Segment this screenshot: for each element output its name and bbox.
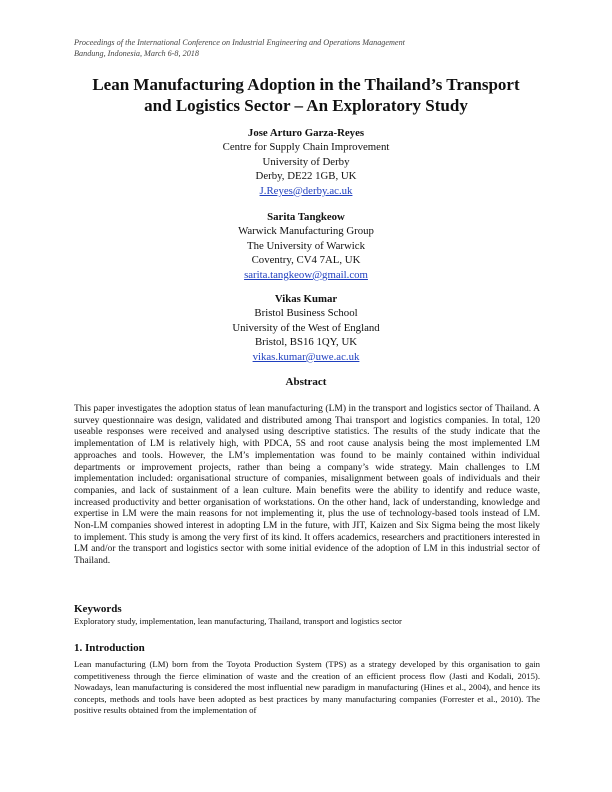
author-affiliation-line: Coventry, CV4 7AL, UK (251, 254, 361, 267)
author-affiliation-line: Centre for Supply Chain Improvement (222, 141, 390, 154)
running-head-line-2: Bandung, Indonesia, March 6-8, 2018 (74, 49, 199, 58)
author-block-1 (106, 126, 506, 198)
paper-title-line-2: and Logistics Sector – An Exploratory Study (144, 96, 468, 115)
author-email-link[interactable]: vikas.kumar@uwe.ac.uk (252, 350, 360, 363)
author-affiliation-line: University of Derby (262, 155, 350, 168)
author-name: Vikas Kumar (274, 293, 338, 305)
paper-title-line-1: Lean Manufacturing Adoption in the Thailand’s Transport (92, 75, 520, 94)
author-email-link[interactable]: J.Reyes@derby.ac.uk (259, 184, 353, 197)
author-block-3 (106, 292, 506, 364)
author-affiliation-line: Warwick Manufacturing Group (238, 225, 374, 238)
keywords-heading: Keywords (74, 603, 122, 615)
paper-title (60, 74, 552, 116)
introduction-text: Lean manufacturing (LM) born from the Toyota Production System (TPS) as a strategy developed by this organisation to gain competitiveness through the fierce elimination of waste and the creation of an efficient process flow (Jasti and Kodali, 2015). Nowadays, lean manufacturing is considered the most influential new paradigm in manufacturing (Hines et al., 2004), and hence its concepts, methods and tools have been adopted as best practices by many manufacturing companies (Forrester et al., 2010). The positive results obtained from the implementation of (74, 659, 540, 715)
author-affiliation-line: Derby, DE22 1GB, UK (255, 170, 357, 183)
abstract-heading: Abstract (285, 376, 327, 388)
running-head (74, 37, 544, 59)
author-name: Sarita Tangkeow (267, 211, 345, 223)
author-affiliation-line: The University of Warwick (247, 239, 365, 252)
author-affiliation-line: University of the West of England (232, 321, 380, 334)
author-affiliation-line: Bristol, BS16 1QY, UK (254, 336, 358, 349)
keywords-text: Exploratory study, implementation, lean manufacturing, Thailand, transport and logistics sector (74, 616, 402, 626)
abstract-text: This paper investigates the adoption status of lean manufacturing (LM) in the transport and logistics sector of Thailand. A survey questionnaire was design, validated and distributed among Thai transport and logistics companies. In total, 120 useable responses were received and analysed using descriptive statistics. The results of the study indicate that the implementation of LM is relatively high, with PDCA, 5S and root cause analysis being the most implemented LM approaches and tools. However, the LM’s implementation was found to be mainly contained within individual departments or improvement projects, rather than being a company’s wide strategy. Main challenges to LM implementation included: organisational structure of companies, misalignment between goals of individuals and their companies, and lack of sustainment of a lean culture. Main benefits were the ability to identify and reduce waste, increased productivity and better organisation of workstations. On the other hand, lack of understanding, knowledge and expertise in LM were the main reasons for not implementing it, plus the use of technology-based tools instead of LM. Non-LM companies showed interest in adopting LM in the future, with JIT, Kaizen and Six Sigma being the most likely to implement. This study is among the very first of its kind. It offers academics, researchers and practitioners interested in LM and/or the transport and logistics sector with some initial evidence of the adoption of LM in this industrial sector of Thailand. (74, 404, 540, 567)
introduction-heading: 1. Introduction (74, 642, 145, 654)
author-affiliation-line: Bristol Business School (254, 307, 358, 320)
author-name: Jose Arturo Garza-Reyes (247, 127, 365, 139)
author-email-link[interactable]: sarita.tangkeow@gmail.com (244, 268, 368, 281)
running-head-line-1: Proceedings of the International Conference on Industrial Engineering and Operations Management (74, 38, 405, 47)
author-block-2 (106, 210, 506, 282)
